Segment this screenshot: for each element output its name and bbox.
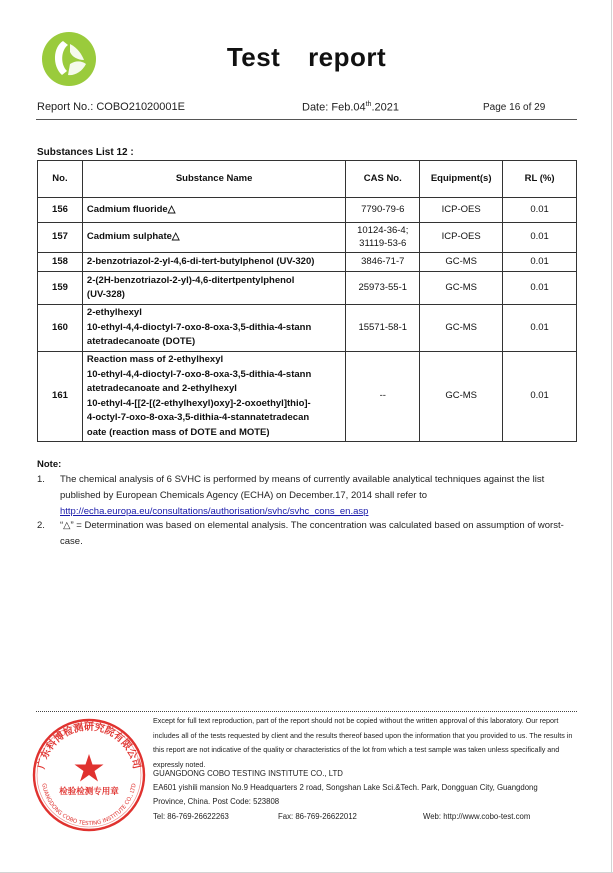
footer-divider (36, 711, 577, 712)
table-row (38, 223, 577, 253)
svg-text:GUANGDONG COBO TESTING INSTITU: GUANGDONG COBO TESTING INSTITUTE CO., LTD (40, 782, 138, 828)
row-cas: 3846-71-7 (346, 253, 420, 272)
table-row (38, 198, 577, 223)
footer-fax: Fax: 86-769-26622012 (278, 812, 357, 821)
row-rl: 0.01 (503, 352, 577, 442)
row-rl: 0.01 (503, 253, 577, 272)
date-suffix: .2021 (371, 101, 399, 114)
substances-list-title: Substances List 12 : (37, 147, 134, 158)
note-heading: Note: (37, 459, 62, 470)
substances-table (37, 160, 577, 442)
date-label: Date: (302, 101, 329, 114)
svg-text:检验检测专用章: 检验检测专用章 (59, 787, 119, 797)
row-substance (82, 198, 345, 223)
svg-text:广东科博检测研究院有限公司: 广东科博检测研究院有限公司 (36, 722, 142, 771)
row-no: 158 (38, 253, 83, 272)
report-number-label: Report No.: (37, 101, 94, 113)
page-number: Page 16 of 29 (483, 102, 546, 113)
note-item-1 (37, 472, 582, 520)
delta-marker: △ (171, 231, 180, 243)
row-cas: -- (346, 352, 420, 442)
row-rl: 0.01 (503, 198, 577, 223)
col-header-rl: RL (%) (503, 161, 577, 198)
substance-name: Cadmium sulphate (86, 231, 172, 243)
table-row (38, 272, 577, 305)
note-2-text: “△” = Determination was based on elemental analysis. The concentration was calculated based on assumption of worst-case. (60, 520, 564, 547)
page-title: Test report (226, 42, 387, 72)
row-substance: 2-ethylhexyl 10-ethyl-4,4-dioctyl-7-oxo-8-oxa-3,5-dithia-4-stann atetradecanoate (DOTE) (82, 305, 345, 352)
row-cas: 25973-55-1 (346, 272, 420, 305)
row-no: 156 (38, 198, 83, 223)
row-substance: 2-(2H-benzotriazol-2-yl)-4,6-ditertpentylphenol (UV-328) (82, 272, 345, 305)
delta-marker: △ (167, 203, 176, 215)
report-number-value: COBO21020001E (96, 101, 185, 113)
table-row (38, 305, 577, 352)
note-text (60, 472, 582, 520)
col-header-equipment: Equipment(s) (420, 161, 503, 198)
row-cas: 10124-36-4; 31119-53-6 (346, 223, 420, 253)
row-cas: 15571-58-1 (346, 305, 420, 352)
note-1-text: The chemical analysis of 6 SVHC is performed by means of currently available analytical techniques against the list published by European Chemicals Agency (ECHA) on December.17, 2014 shall refer to (60, 474, 545, 501)
row-equipment: GC-MS (420, 352, 503, 442)
row-cas: 7790-79-6 (346, 198, 420, 223)
row-no: 157 (38, 223, 83, 253)
footer-web[interactable]: Web: http://www.cobo-test.com (423, 812, 531, 821)
table-header-row (38, 161, 577, 198)
row-rl: 0.01 (503, 305, 577, 352)
row-rl: 0.01 (503, 272, 577, 305)
header-divider (36, 119, 577, 120)
row-equipment: GC-MS (420, 253, 503, 272)
note-number: 1. (37, 474, 45, 485)
row-no: 160 (38, 305, 83, 352)
footer-disclaimer: Except for full text reproduction, part of the report should not be copied without the written approval of this laboratory. Our report includes all of the tests requested by client and the results thereof based upon the information that you provided to us. The results in this report are not indicative of the quality or characteristics of the lot from which a test sample was taken unless specifically and expressly noted. (153, 716, 573, 769)
date-sup: th (365, 101, 372, 108)
substance-name: Cadmium fluoride (86, 203, 168, 215)
echa-link[interactable]: http://echa.europa.eu/consultations/authorisation/svhc/svhc_cons_en.asp (60, 506, 369, 517)
row-equipment: GC-MS (420, 305, 503, 352)
row-rl: 0.01 (503, 223, 577, 253)
row-substance (82, 223, 345, 253)
row-equipment: ICP-OES (420, 198, 503, 223)
footer-company: GUANGDONG COBO TESTING INSTITUTE CO., LTD (153, 769, 343, 778)
col-header-cas: CAS No. (346, 161, 420, 198)
row-substance: 2-benzotriazol-2-yl-4,6-di-tert-butylphenol (UV-320) (82, 253, 345, 272)
date-prefix: Feb.04 (331, 101, 366, 114)
row-equipment: ICP-OES (420, 223, 503, 253)
table-row (38, 253, 577, 272)
report-number (37, 101, 185, 113)
row-equipment: GC-MS (420, 272, 503, 305)
row-no: 161 (38, 352, 83, 442)
col-header-no: No. (38, 161, 83, 198)
report-date (302, 101, 399, 114)
official-seal-stamp (30, 716, 148, 834)
footer-tel: Tel: 86-769-26622263 (153, 812, 229, 821)
table-row (38, 352, 577, 442)
footer-address-line-2: Province, China. Post Code: 523808 (153, 797, 280, 806)
page-edge-right (611, 0, 612, 873)
footer-address-line-1: EA601 yishili mansion No.9 Headquarters 2 road, Songshan Lake Sci.&Tech. Park, Dongguan City, Guangdong (153, 783, 538, 792)
note-item-2 (37, 518, 582, 550)
row-no: 159 (38, 272, 83, 305)
col-header-substance: Substance Name (82, 161, 345, 198)
row-substance: Reaction mass of 2-ethylhexyl 10-ethyl-4,4-dioctyl-7-oxo-8-oxa-3,5-dithia-4-stann atetradecanoate and 2-ethylhexyl 10-ethyl-4-[[2-[(2-ethylhexyl)oxy]-2-oxoethyl]thio]- 4-octyl-7-oxo-8-oxa-3,5-dithia-4-stannatetradecan oate (reaction mass of DOTE and MOTE) (82, 352, 345, 442)
note-number: 2. (37, 520, 45, 531)
